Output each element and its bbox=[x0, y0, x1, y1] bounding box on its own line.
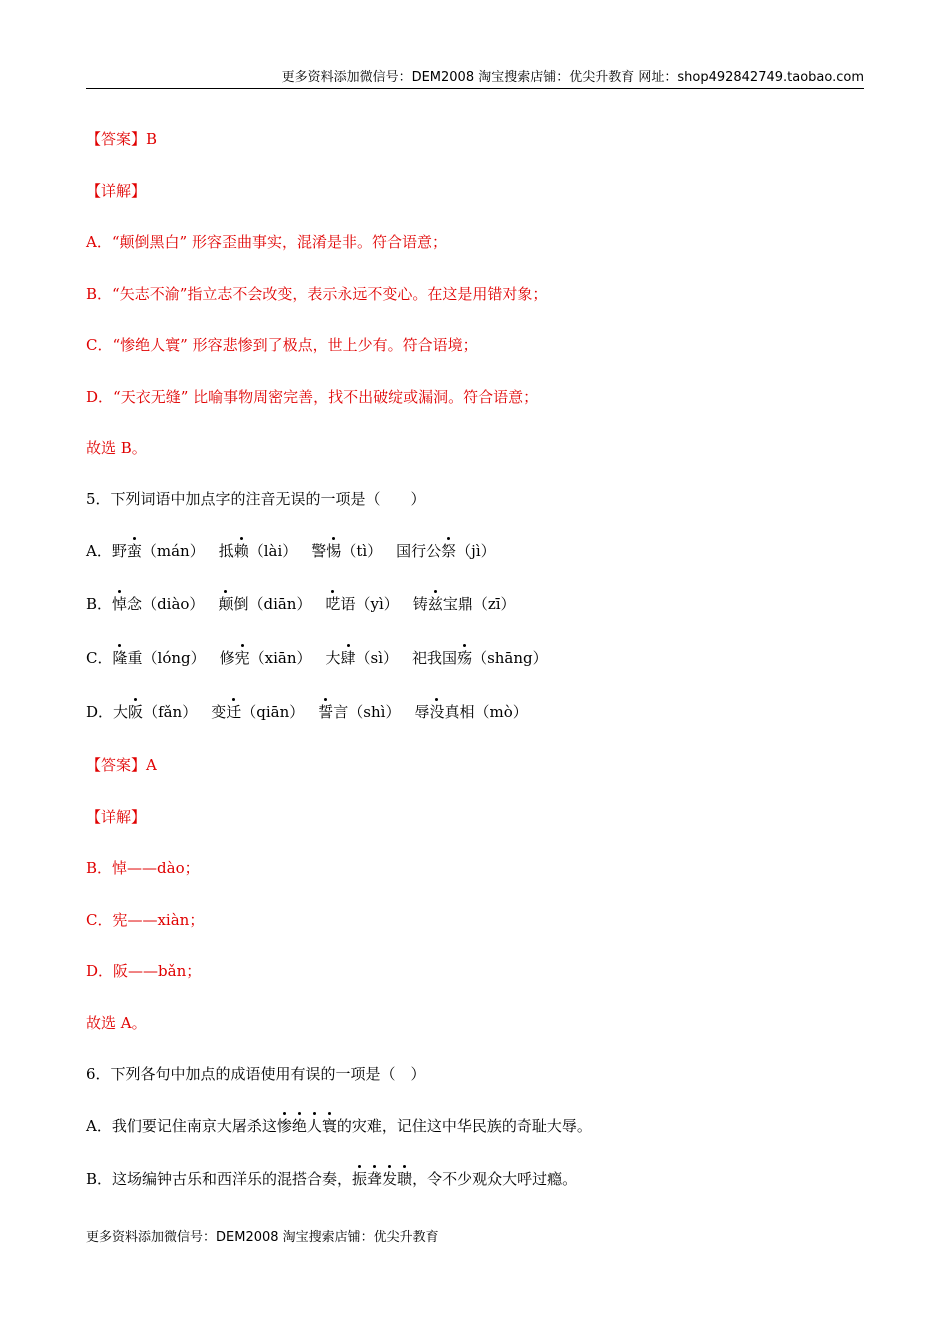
q5-option-b: B．悼念（diào） 颠倒（diān） 呓语（yì） 铸兹宝鼎（zī） bbox=[86, 595, 516, 613]
dotted-char: 阪 bbox=[128, 703, 144, 721]
dotted-char: 呓 bbox=[325, 595, 341, 613]
pinyin: （zī） bbox=[472, 595, 516, 613]
q4-explain-d: D．“天衣无缝” 比喻事物周密完善，找不出破绽或漏洞。符合语意； bbox=[86, 388, 539, 406]
pinyin: （fǎn） bbox=[143, 703, 198, 721]
dotted-char: 没 bbox=[429, 703, 445, 721]
pinyin: （shì） bbox=[348, 703, 401, 721]
q4-answer: 【答案】B bbox=[86, 130, 158, 148]
pinyin: （mò） bbox=[474, 703, 528, 721]
q4-conclusion: 故选 B。 bbox=[86, 439, 147, 457]
dotted-char: 祭 bbox=[441, 542, 457, 560]
q5-stem: 5．下列词语中加点字的注音无误的一项是（ ） bbox=[86, 490, 426, 508]
dotted-char: 悼 bbox=[112, 595, 128, 613]
dotted-char: 赖 bbox=[233, 542, 249, 560]
q5-explain-c: C．宪——xiàn； bbox=[86, 911, 205, 929]
dotted-char: 绝 bbox=[291, 1117, 307, 1135]
q6-stem: 6．下列各句中加点的成语使用有误的一项是（ ） bbox=[86, 1065, 426, 1083]
pinyin: （tì） bbox=[341, 542, 383, 560]
pinyin: （diào） bbox=[142, 595, 205, 613]
pinyin: （xiān） bbox=[249, 649, 312, 667]
q5-explain-b: B．悼——dào； bbox=[86, 859, 200, 877]
dotted-char: 寰 bbox=[321, 1117, 337, 1135]
q4-explain-c: C．“惨绝人寰” 形容悲惨到了极点，世上少有。符合语境； bbox=[86, 336, 478, 354]
dotted-char: 殇 bbox=[457, 649, 473, 667]
page-footer: 更多资料添加微信号：DEM2008 淘宝搜索店铺：优尖升教育 bbox=[86, 1230, 439, 1245]
dotted-char: 发 bbox=[382, 1170, 398, 1188]
q5-option-c: C．隆重（lóng） 修宪（xiān） 大肆（sì） 祀我国殇（shāng） bbox=[86, 649, 548, 667]
dotted-char: 兹 bbox=[427, 595, 443, 613]
q4-detail-heading: 【详解】 bbox=[86, 182, 147, 200]
dotted-char: 宪 bbox=[234, 649, 250, 667]
pinyin: （diān） bbox=[248, 595, 312, 613]
q5-detail-heading: 【详解】 bbox=[86, 808, 147, 826]
option-label: A． bbox=[86, 542, 112, 560]
dotted-char: 肆 bbox=[340, 649, 356, 667]
q5-answer: 【答案】A bbox=[86, 756, 157, 774]
dotted-char: 迁 bbox=[226, 703, 242, 721]
pinyin: （sì） bbox=[355, 649, 399, 667]
page-header: 更多资料添加微信号：DEM2008 淘宝搜索店铺：优尖升教育 网址：shop492842749.taobao.com bbox=[86, 68, 864, 89]
q6-option-b: B．这场编钟古乐和西洋乐的混搭合奏，振聋发聩，令不少观众大呼过瘾。 bbox=[86, 1170, 578, 1188]
q5-conclusion: 故选 A。 bbox=[86, 1014, 147, 1032]
q4-explain-b: B．“矢志不渝”指立志不会改变，表示永远不变心。在这是用错对象； bbox=[86, 285, 548, 303]
dotted-char: 人 bbox=[306, 1117, 322, 1135]
q5-option-d: D．大阪（fǎn） 变迁（qiān） 誓言（shì） 辱没真相（mò） bbox=[86, 703, 528, 721]
q6-option-a: A．我们要记住南京大屠杀这惨绝人寰的灾难，记住这中华民族的奇耻大辱。 bbox=[86, 1117, 592, 1135]
dotted-char: 惕 bbox=[326, 542, 342, 560]
pinyin: （lài） bbox=[248, 542, 298, 560]
pinyin: （lóng） bbox=[142, 649, 206, 667]
dotted-char: 隆 bbox=[112, 649, 128, 667]
q5-explain-d: D．阪——bǎn； bbox=[86, 962, 202, 980]
dotted-char: 颠 bbox=[218, 595, 234, 613]
option-label: C． bbox=[86, 649, 113, 667]
option-label: B． bbox=[86, 595, 113, 613]
pinyin: （mán） bbox=[141, 542, 205, 560]
dotted-char: 聋 bbox=[367, 1170, 383, 1188]
pinyin: （shāng） bbox=[472, 649, 548, 667]
dotted-char: 振 bbox=[352, 1170, 368, 1188]
pinyin: （yì） bbox=[355, 595, 399, 613]
q5-option-a: A．野蛮（mán） 抵赖（lài） 警惕（tì） 国行公祭（jì） bbox=[86, 542, 496, 560]
option-label: D． bbox=[86, 703, 114, 721]
dotted-char: 聩 bbox=[397, 1170, 413, 1188]
dotted-char: 誓 bbox=[318, 703, 334, 721]
q4-explain-a: A．“颠倒黑白” 形容歪曲事实，混淆是非。符合语意； bbox=[86, 233, 447, 251]
dotted-char: 惨 bbox=[276, 1117, 292, 1135]
dotted-char: 蛮 bbox=[126, 542, 142, 560]
pinyin: （qiān） bbox=[241, 703, 305, 721]
pinyin: （jì） bbox=[456, 542, 496, 560]
